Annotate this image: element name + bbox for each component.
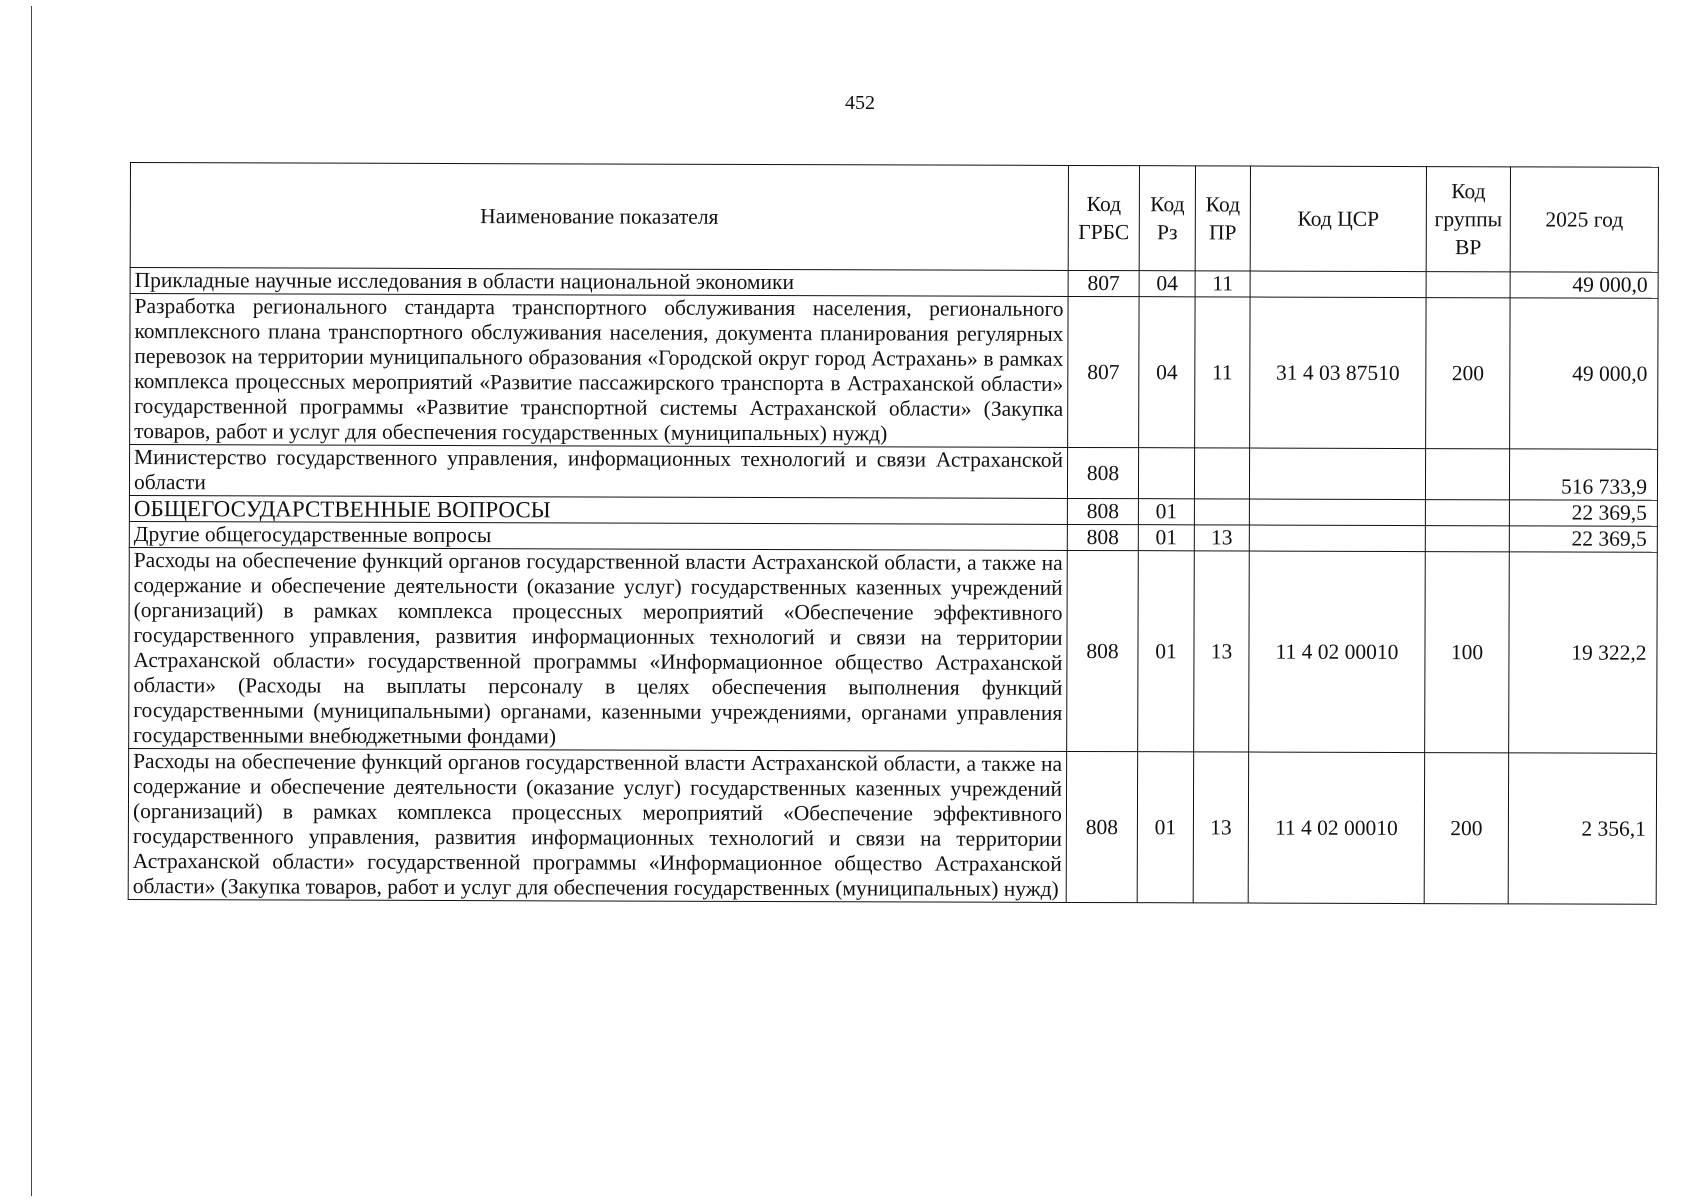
budget-table-container [128, 162, 1658, 905]
row-grbs: 808 [1067, 498, 1138, 524]
row-vr [1426, 272, 1510, 298]
table-row [130, 294, 1658, 450]
header-rz: Код Рз [1139, 166, 1195, 271]
header-vr: Код группы ВР [1426, 167, 1510, 272]
row-name: Министерство государственного управления, информационных технологий и связи Астраханской области [129, 445, 1067, 499]
header-grbs: Код ГРБС [1068, 165, 1139, 270]
header-name: Наименование показателя [130, 163, 1068, 271]
row-csr [1249, 448, 1425, 500]
row-vr: 200 [1424, 753, 1508, 904]
row-vr [1425, 500, 1509, 526]
row-csr: 31 4 03 87510 [1250, 297, 1426, 449]
table-row [129, 495, 1657, 526]
table-header-row [130, 163, 1658, 273]
row-pr: 11 [1195, 297, 1250, 448]
table-row [129, 521, 1657, 552]
row-grbs: 808 [1066, 751, 1137, 902]
row-rz: 01 [1138, 499, 1194, 525]
row-vr [1425, 526, 1509, 552]
row-amount: 19 322,2 [1509, 552, 1658, 753]
table-row [128, 748, 1656, 904]
row-name: Расходы на обеспечение функций органов государственной власти Астраханской области, а также на содержание и обеспечение деятельности (оказание услуг) государственных казенных учреждений (организаций) в рамках комплекса процессных мероприятий «Обеспечение эффективного государственного управления, развития информационных технологий и связи на территории Астраханской области» государственной программы «Информационное общество Астраханской области» (Закупка товаров, работ и услуг для обеспечения государственных (муниципальных) нужд) [128, 748, 1066, 902]
row-csr: 11 4 02 00010 [1249, 551, 1426, 753]
row-amount: 49 000,0 [1510, 272, 1658, 298]
row-rz: 01 [1138, 551, 1195, 752]
row-csr [1249, 525, 1425, 552]
row-amount: 22 369,5 [1509, 500, 1657, 526]
row-pr [1194, 448, 1249, 499]
header-pr: Код ПР [1195, 166, 1250, 271]
row-grbs: 808 [1067, 550, 1139, 751]
row-amount: 22 369,5 [1509, 526, 1657, 552]
header-csr: Код ЦСР [1250, 166, 1426, 272]
row-vr: 100 [1425, 552, 1510, 753]
row-amount: 516 733,9 [1509, 449, 1657, 500]
row-pr: 13 [1194, 551, 1250, 752]
row-grbs: 808 [1067, 524, 1138, 550]
row-csr: 11 4 02 00010 [1248, 752, 1424, 904]
row-grbs: 808 [1067, 447, 1138, 498]
row-name: ОБЩЕГОСУДАРСТВЕННЫЕ ВОПРОСЫ [129, 495, 1067, 524]
row-amount: 49 000,0 [1510, 298, 1658, 449]
row-amount: 2 356,1 [1508, 753, 1656, 904]
row-csr [1250, 271, 1426, 298]
row-name: Прикладные научные исследования в области национальной экономики [130, 268, 1068, 297]
row-rz: 04 [1139, 271, 1195, 297]
row-grbs: 807 [1068, 270, 1139, 296]
row-csr [1249, 499, 1425, 526]
row-name: Другие общегосударственные вопросы [129, 521, 1067, 550]
row-vr [1425, 449, 1509, 500]
row-name: Разработка регионального стандарта транспортного обслуживания населения, регионального комплексного плана транспортного обслуживания населения, документа планирования регулярных перевозок на территории муниципального образования «Городской округ город Астрахань» в рамках комплекса процессных мероприятий «Развитие пассажирского транспорта в Астраханской области» государственной программы «Развитие транспортной системы Астраханской области» (Закупка товаров, работ и услуг для обеспечения государственных (муниципальных) нужд) [130, 294, 1068, 448]
row-vr: 200 [1426, 298, 1510, 449]
table-row [130, 268, 1658, 299]
row-pr: 13 [1194, 525, 1249, 551]
row-grbs: 807 [1068, 296, 1139, 447]
row-pr [1194, 499, 1249, 525]
row-rz: 01 [1138, 525, 1194, 551]
row-rz: 04 [1139, 297, 1195, 448]
header-year: 2025 год [1510, 167, 1658, 272]
table-row [129, 547, 1658, 753]
row-pr: 11 [1195, 271, 1250, 297]
row-pr: 13 [1193, 752, 1248, 903]
binding-edge-line [31, 6, 32, 1196]
row-rz [1138, 448, 1194, 499]
budget-table [128, 162, 1659, 905]
page-number: 452 [845, 92, 875, 114]
table-row [129, 445, 1657, 501]
row-name: Расходы на обеспечение функций органов государственной власти Астраханской области, а также на содержание и обеспечение деятельности (оказание услуг) государственных казенных учреждений (организаций) в рамках комплекса процессных мероприятий «Обеспечение эффективного государственного управления, развития информационных технологий и связи на территории Астраханской области» государственной программы «Информационное общество Астраханской области» (Расходы на выплаты персоналу в целях обеспечения выполнения функций государственными (муниципальными) органами, казенными учреждениями, органами управления государственными внебюджетными фондами) [129, 547, 1068, 751]
row-rz: 01 [1137, 752, 1193, 903]
